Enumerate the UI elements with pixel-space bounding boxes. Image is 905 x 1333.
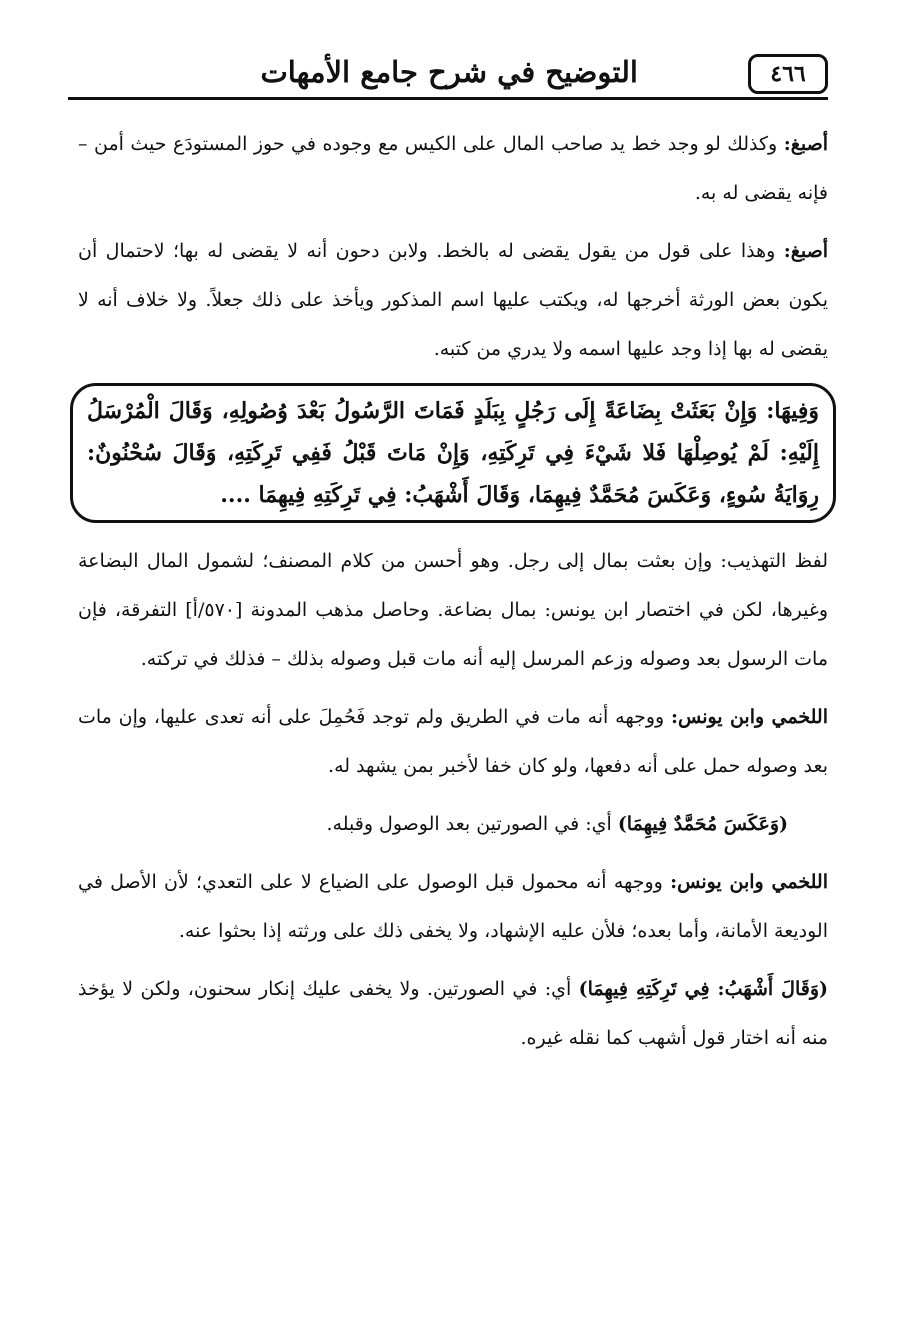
paragraph-text: وهذا على قول من يقول يقضى له بالخط. ولابن دحون أنه لا يقضى له بها؛ لاحتمال أن يكون بعض الورثة أخرجها له، ويكتب عليها اسم المذكور ويأخذ على ذلك جعلاً. ولا خلاف أنه لا يقضى له بها إذا وجد عليها اسمه ولا يدري من كتبه. <box>78 240 828 360</box>
matn-text: وَفِيهَا: وَإِنْ بَعَثَتْ بِضَاعَةً إِلَى رَجُلٍ بِبَلَدٍ فَمَاتَ الرَّسُولُ بَعْدَ وُصُولِهِ، وَقَالَ الْمُرْسَلُ إِلَيْهِ: لَمْ يُوصِلْهَا فَلا شَيْءَ فِي تَرِكَتِهِ، وَإِنْ مَاتَ قَبْلُ فَفِي تَرِكَتِهِ، وَقَالَ سُحْنُونٌ: رِوَايَةُ سُوءٍ، وَعَكَسَ مُحَمَّدٌ فِيهِمَا، وَقَالَ أَشْهَبُ: فِي تَرِكَتِهِ فِيهِمَا .... <box>87 398 819 508</box>
matn-quote-box <box>70 383 836 523</box>
paragraph-asbagh-2 <box>78 227 828 374</box>
paragraph-tahdhib <box>78 537 828 684</box>
paragraph-text: ووجهه أنه مات في الطريق ولم توجد فَحُمِلَ على أنه تعدى عليها، وإن مات بعد وصوله حمل على أنه دفعها، ولو كان خفا لأخبر بمن يشهد له. <box>78 706 828 777</box>
speaker-label: اللخمي وابن يونس: <box>670 871 828 893</box>
running-title: التوضيح في شرح جامع الأمهات <box>260 55 638 89</box>
paragraph-text: أي: في الصورتين بعد الوصول وقبله. <box>326 813 618 835</box>
paragraph-text: وكذلك لو وجد خط يد صاحب المال على الكيس مع وجوده في حوز المستودَع حيث أمن – فإنه يقضى له به. <box>78 133 828 204</box>
header-divider <box>68 97 828 100</box>
paragraph-text: لفظ التهذيب: وإن بعثت بمال إلى رجل. وهو أحسن من كلام المصنف؛ لشمول المال البضاعة وغيرها، لكن في اختصار ابن يونس: بمال بضاعة. وحاصل مذهب المدونة [٥٧٠/أ] التفرقة، فإن مات الرسول بعد وصوله وزعم المرسل إليه أنه مات قبل وصوله بذلك – فذلك في تركته. <box>78 550 829 670</box>
paragraph-commentary-ashhab <box>78 965 828 1063</box>
quoted-phrase: (وَعَكَسَ مُحَمَّدٌ فِيهِمَا) <box>617 813 788 835</box>
paragraph-asbagh-1 <box>78 120 828 218</box>
page-body <box>78 120 828 1072</box>
paragraph-text: أي: في الصورتين. ولا يخفى عليك إنكار سحنون، ولكن لا يؤخذ منه أنه اختار قول أشهب كما نقله غيره. <box>78 978 828 1049</box>
speaker-label: أصبغ: <box>783 240 828 262</box>
page-header <box>68 52 828 100</box>
paragraph-text: ووجهه أنه محمول قبل الوصول على الضياع لا على التعدي؛ لأن الأصل في الوديعة الأمانة، وأما بعده؛ فلأن عليه الإشهاد، ولا يخفى ذلك على ورثته إذا بحثوا عنه. <box>78 871 828 942</box>
speaker-label: أصبغ: <box>783 133 828 155</box>
paragraph-lakhmi-1 <box>78 693 828 791</box>
page-number: ٤٦٦ <box>748 54 828 94</box>
paragraph-commentary-muhammad <box>78 800 828 849</box>
paragraph-lakhmi-2 <box>78 858 828 956</box>
quoted-phrase: (وَقَالَ أَشْهَبُ: فِي تَرِكَتِهِ فِيهِمَا) <box>578 978 828 1000</box>
speaker-label: اللخمي وابن يونس: <box>670 706 828 728</box>
